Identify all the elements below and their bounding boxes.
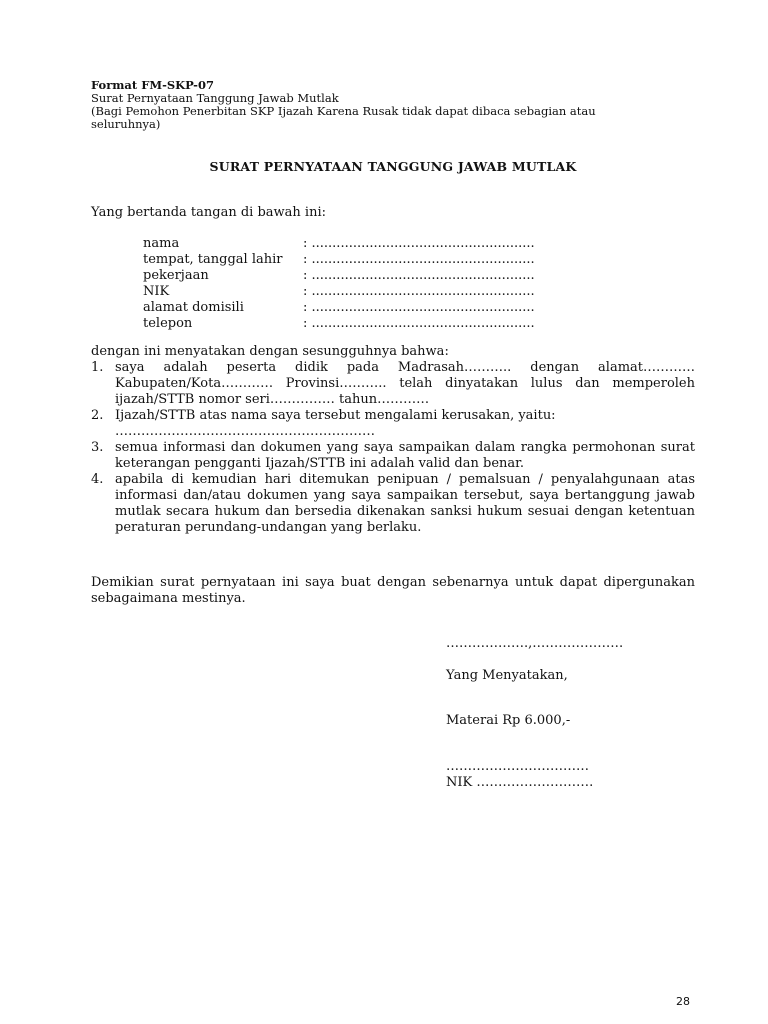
field-row-pekerjaan	[143, 268, 535, 284]
format-code: Format FM-SKP-07	[91, 78, 214, 92]
list-number: 1.	[91, 360, 104, 375]
list-number: 4.	[91, 472, 104, 487]
field-blank: : ......................................................	[303, 284, 535, 299]
page-number: 28	[676, 995, 690, 1008]
field-label: pekerjaan	[143, 268, 209, 283]
form-note: (Bagi Pemohon Penerbitan SKP Ijazah Karena Rusak tidak dapat dibaca sebagian atau seluruhnya)	[91, 104, 596, 131]
list-item	[91, 408, 695, 440]
field-blank: : ......................................................	[303, 268, 535, 283]
form-subtitle: Surat Pernyataan Tanggung Jawab Mutlak	[91, 91, 339, 105]
field-label: telepon	[143, 316, 193, 331]
list-item	[91, 360, 695, 408]
list-number: 2.	[91, 408, 104, 423]
identity-fields	[143, 236, 535, 332]
field-label: nama	[143, 236, 180, 251]
place-date-line: ……………….,…………………	[446, 636, 624, 651]
form-header	[91, 79, 651, 131]
damage-blank: ……………………………………………………	[115, 424, 375, 439]
field-blank: : ......................................................	[303, 236, 535, 251]
list-item	[91, 440, 695, 472]
stamp-duty-label: Materai Rp 6.000,-	[446, 713, 571, 728]
field-label: alamat domisili	[143, 300, 244, 315]
list-text: semua informasi dan dokumen yang saya sampaikan dalam rangka permohonan surat keterangan pengganti Ijazah/STTB ini adalah valid dan benar.	[115, 440, 695, 471]
list-text-wrap	[115, 408, 695, 440]
field-row-nik	[143, 284, 535, 300]
list-text: Ijazah/STTB atas nama saya tersebut mengalami kerusakan, yaitu:	[115, 408, 556, 423]
statement-lead: dengan ini menyatakan dengan sesungguhnya bahwa:	[91, 344, 449, 359]
closing-text: Demikian surat pernyataan ini saya buat dengan sebenarnya untuk dapat dipergunakan sebagaimana mestinya.	[91, 575, 695, 606]
declarant-label: Yang Menyatakan,	[446, 668, 568, 683]
list-text: saya adalah peserta didik pada Madrasah……….. dengan alamat………… Kabupaten/Kota………… Provinsi……….. telah dinyatakan lulus dan memperoleh ijazah/STTB nomor seri…………… tahun…………	[115, 360, 695, 407]
list-item	[91, 472, 695, 536]
field-blank: : ......................................................	[303, 300, 535, 315]
field-label: NIK	[143, 284, 170, 299]
document-title: SURAT PERNYATAAN TANGGUNG JAWAB MUTLAK	[209, 159, 577, 174]
field-row-alamat-domisili	[143, 300, 535, 316]
statement-list	[91, 360, 695, 536]
signature-nik-line: NIK ………………………	[446, 775, 594, 790]
intro-text: Yang bertanda tangan di bawah ini:	[91, 205, 326, 220]
field-row-telepon	[143, 316, 535, 332]
signature-name-line: ……………………………	[446, 759, 589, 774]
list-text: apabila di kemudian hari ditemukan penipuan / pemalsuan / penyalahgunaan atas informasi dan/atau dokumen yang saya sampaikan tersebut, saya bertanggung jawab mutlak secara hukum dan bersedia dikenakan sanksi hukum sesuai dengan ketentuan peraturan perundang-undangan yang berlaku.	[115, 472, 695, 535]
field-blank: : ......................................................	[303, 252, 535, 267]
field-label: tempat, tanggal lahir	[143, 252, 283, 267]
list-number: 3.	[91, 440, 104, 455]
field-row-tempat-tanggal-lahir	[143, 252, 535, 268]
field-blank: : ......................................................	[303, 316, 535, 331]
field-row-nama	[143, 236, 535, 252]
